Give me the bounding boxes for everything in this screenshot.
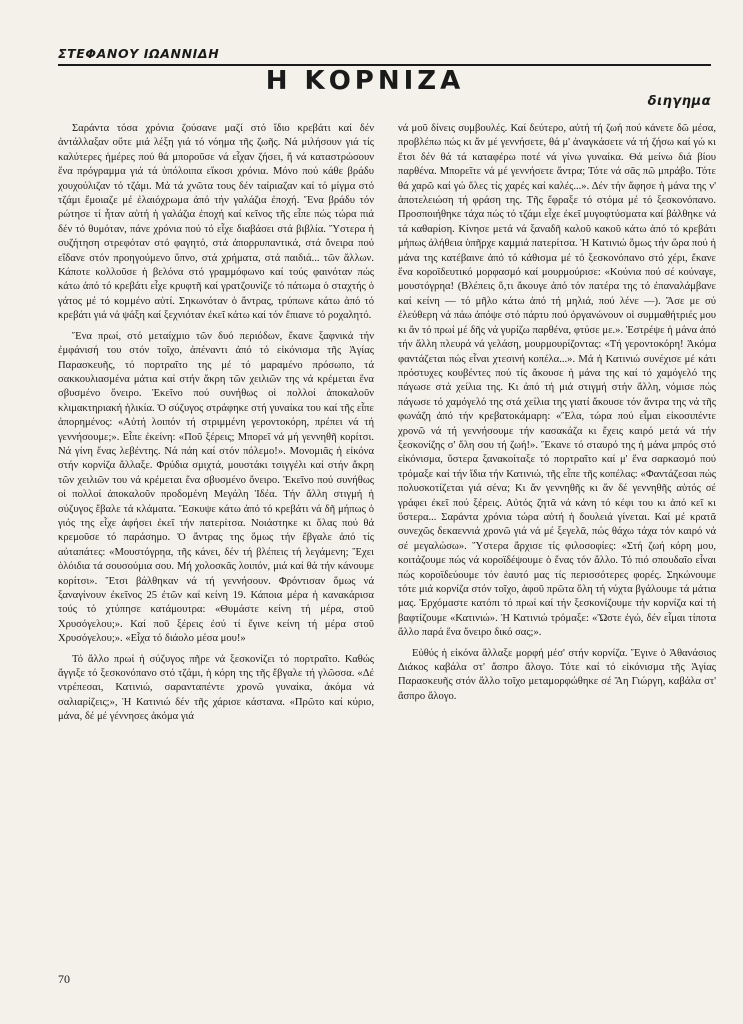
page-number: 70 [58, 972, 70, 986]
right-column [398, 122, 716, 710]
paragraph: Τό ἄλλο πρωί ἡ σύζυγος πῆρε νά ξεσκονίζει τό πορτραῖτο. Καθώς ἄγγιξε τό ξεσκονόπανο στό τζάμι, ἡ κόρη της τῆς ἔβγαλε τή γλῶσσα. «Δέ ντρέπεσαι, Κατινιώ, σαρανταπέντε χρονῶ γυναίκα, ἀκόμα νά σαλιαρίζεις;», Ἡ Κατινιώ δέν τῆς χάρισε κάστανα. «Πρῶτο καί κύριο, μάνα, δέ μέ γέννησες ἀκόμα γιά [58, 653, 374, 723]
genre-label: διηγημα [647, 94, 711, 109]
paragraph: Εὐθύς ἡ εἰκόνα ἄλλαξε μορφή μέσ' στήν κορνίζα. Ἔγινε ὁ Ἀθανάσιος Διάκος καβάλα στ' ἄσπρο ἄλογο. Τότε καί τό εἰκόνισμα τῆς Ἁγίας Παρασκευῆς στόν ἄλλο τοῖχο μεταμορφώθηκε σέ Ἅη Γιώργη, καβάλα στ' ἄσπρο ἄλογο. [398, 647, 716, 702]
author-name: ΣΤΕΦΑΝΟΥ ΙΩΑΝΝΙΔΗ [58, 46, 220, 61]
left-column [58, 122, 374, 731]
story-title: Η ΚΟΡΝΙΖΑ [265, 66, 465, 96]
paragraph: νά μοῦ δίνεις συμβουλές. Καί δεύτερο, αὐτή τή ζωή πού κάνετε δῶ μέσα, προβλέπω πώς κι ἄν μέ γεννήσετε, θά μ' ἀναγκάσετε νά τή ζήσω καί γώ κι ἔτσι δέν θά τά καταφέρω ποτέ νά γίνω γυναίκα. Θά μείνω διά βίου παρθένα. Μπορεῖτε νά μέ γεννήσετε ἄντρα; Τότε νά σᾶς πῶ μπράβο. Τότε θά χαρῶ καί γώ ὅλες τίς χαρές καί καλές...». Δέν τήν ἄφησε ἡ μάνα της ν' ἀποτελειώση τή φράση της. Τῆς ἔφραξε τό στόμα μέ τό ξεσκονόπανο. Προσποιήθηκε τάχα πώς τό τζάμι εἶχε ἐκεῖ μυγοφτύσματα καί βάλθηκε νά τά καθαρίση. Κίνησε μετά νά ξαναδῆ καλοῦ κακοῦ κάτω ἀπό τό κρεβάτι μήπως ἀλήθεια ὑπῆρχε καμμιά πατερίτσα. Ἡ Κατινιώ ὅμως τήν ὥρα πού ἡ μάνα της κατέβαινε ἀπό τό κάθισμα μέ τό ξεσκονόπανο στό χέρι, ἔκανε ἕνα κοροϊδευτικό μορφασμό καί μουρμούρισε: «Κούνια πού σέ κούναγε, μουστόγρηα! (Βλέπεις ὅ,τι ἄκουγε ἀπό τόν πατέρα της τό ἐπαναλάμβανε καί κείνη — τό μῆλο κάτω ἀπό τή μηλιά, πού λένε —). Ἄσε με σύ ἐλεύθερη νά πάω ἀπόψε στό πάρτυ πού ὀργανώνουν οἱ συμμαθήτριές μου κι ἄν τό πρωί μέ δῆς νά γυρίζω παρθένα, φτύσε με.». Ἐστρέψε ἡ μάνα ἀπό τήν ἄλλη πλευρά νά γελάση, μουρμουρίζοντας: «Τή γεροντοκόρη! Ἀκόμα φαντάζεται πώς εἶναι χτεσινή κοπέλα...». Μά ἡ Κατινιώ συνέχισε μέ κάτι πρόστυχες κουβέντες πού τίς ἄκουσε ἡ μάνα της καί τό χαμόγελό της πάγωσε στά χείλια της. Κι ἀπό τή μιά στιγμή στήν ἄλλη, νόμισε πώς πάγωσε τό χαμόγελό της στά χείλια της γιατί ἄκουσε τόν ἄντρα της νά τῆς φωνάζη ἀπό τήν κρεβατοκάμαρη: «Ἔλα, τώρα πού εἶμαι εἰκοσιπέντε χρονῶ νά τή γεννήσουμε τήν κασακάζα κι ἔχεις καιρό μετά νά τήν ξεσκονίζης σ' ὅλη σου τή ζωή!». Ἔκανε τό σταυρό της ἡ μάνα μπρός στό εἰκόνισμα, ὕστερα ξανακοίταξε τό πορτραῖτο καί μ' ἕνα σαρκασμό πού τρόμαξε καί τήν ἴδια τήν Κατινιώ, τῆς εἶπε τῆς κοπέλας: «Φαντάζεσαι πώς πολυσκοτίζεται γιά σένα; Κι ἄν γεννηθῆς κι ἄν δέ γεννηθῆς αὐτός σέ γράφει ἐκεῖ πού ξέρεις. Αὐτός ζητᾶ νά κάνη τό κέφι του κι ἀπό κεῖ κι ὕστερα... Σαράντα χρόνια τώρα αὐτή ἡ δουλειά γίνεται. Καί μέ κρατᾶ συνεχῶς δεκαεννιά χρονῶ γιά νά μέ ξεγελᾶ, πώς θάχω τάχα τόν καιρό νά σέ μεγαλώσω». Ὕστερα ἄρχισε τίς φιλοσοφίες: «Στή ζωή κόρη μου, κοιτάζουμε πώς νά κοροϊδέψουμε ὁ ἕνας τόν ἄλλο. Τό πιό σπουδαῖο εἶναι πώς κοροϊδεύουμε τόν ἑαυτό μας τίς περισσότερες φορές. Σηκώνουμε τότε μιά κορνίζα στόν τοῖχο, ἀφοῦ πρῶτα ὅλη τή νύχτα βγάλουμε τά μάτια μας. Ἐρχόμαστε κατόπι τό πρωί καί τήν ξεσκονίζουμε τήν κορνίζα καί τή βαφτίζουμε «Κατινιώ». Ἡ Κατινιώ τρόμαξε: «Ὥστε ἐγώ, δέν εἶμαι τίποτα ἄλλο παρά ἕνα ὄνειρο δικό σας;». [398, 123, 716, 639]
paragraph: Ἕνα πρωί, στό μεταίχμιο τῶν δυό περιόδων, ἔκανε ξαφνικά τήν ἐμφάνισή του στόν τοῖχο, ἀπέναντι ἀπό τό εἰκόνισμα τῆς Ἁγίας Παρασκευῆς, τό πορτραῖτο της μέ τό μαραμένο πρόσωπο, τά σακκουλιασμένα μάτια καί στήν ἄκρη τῶν χειλιῶν της νά κρέμεται ἕνα σβυσμένο ὄνειρο. Ἐκεῖνο πού συνήθως οἱ πολλοί ἀποκαλοῦν κλιμακτηριακή ἡλικία. Ὁ σύζυγος στράφηκε στή γυναίκα του καί τῆς εἶπε ἀπορημένος: «Αὐτή λοιπόν τή στριμμένη γεροντοκόρη, πρέπει νά τή γεννήσουμε;». Εἶπε ἐκείνη: «Ποῦ ξέρεις; Μπορεῖ νά μή γεννηθῆ κορίτσι. Νά γίνη ἕνας λεβέντης. Νά πάη καί στόν πόλεμο!». Μονομιᾶς ἡ εἰκόνα στήν κορνίζα ἄλλαξε. Φρύδια σμιχτά, μουστάκι τσιγγέλι καί στήν ἄκρη τῶν χειλιῶν του νά κρέμεται ἕνα σβυσμένο ὄνειρο. Ἐκεῖνο πού συνήθως οἱ πολλοί ἀποκαλοῦν προδομένη Μεγάλη Ἰδέα. Τήν ἄλλη στιγμή ἡ σύζυγος ἔβαλε τά κλάματα. Ἔσκυψε κάτω ἀπό τό κρεβάτι νά δῆ μήπως ὁ γιός της εἶχε ἀφήσει ἐκεῖ τήν πατερίτσα. Νοιάστηκε κι ὅλας πού θά κρεμοῦσε τό παράσημο. Ὁ ἄντρας της ὅμως τήν ἔβγαλε ἀπό τίς αὐταπάτες: «Μουστόγρηα, τῆς κάνει, δέν τή βλέπεις τή λεγάμενη; Ἔχει ὁλόιδια τά σουσούμια σου. Μή χολοσκᾶς λοιπόν, μιά καί θά τήν κάνουμε κορίτσι». Ἔτσι βάλθηκαν νά τή γεννήσουν. Φρόντισαν ὅμως νά ξαναγίνουν ἐκεῖνος 25 ἐτῶν καί κείνη 19. Κάποια μέρα ἡ κανακάρισα τούς τό χτύπησε κατάμουτρα: «Θυμάστε κείνη τή μέρα, στοῦ Χρυσόγελου;». Καί ποῦ ξέρεις ἐσύ τί ἔγινε κείνη τή μέρα στοῦ Χρυσόγελου;». «Εἶχα τό διάολο μέσα μου!» [58, 330, 374, 645]
paragraph: Σαράντα τόσα χρόνια ζούσανε μαζί στό ἴδιο κρεβάτι καί δέν ἀντάλλαξαν οὔτε μιά λέξη γιά τό νόημα τῆς ζωῆς. Νά μιλήσουν γιά τίς καλύτερες ἡμέρες πού θά μποροῦσε νά εἶχαν ζήσει, ἤ νά καταστρώσουν ἕνα πρόγραμμα γιά τά ὑπόλοιπα εἴκοσι χρόνια. Μόνο πού κάθε βράδυ χουχούλιζαν τό τζάμι. Μά τά χνῶτα τους δέν ταίριαζαν καί τό μίγμα στό τζάμι ἔμοιαζε μέ ἐλαιόχρωμα ἀπό τήν γαλάζια ἐποχή. Ἕνα βράδυ τόν ρώτησε τί ἦταν αὐτή ἡ γαλάζια ἐποχή καί κεῖνος τῆς εἶπε πώς τώρα πιά δέν τό θυμόταν, πάνε χρόνια πού τό εἶχε διαβάσει στά βιβλία. Ὕστερα ἡ συζήτηση στρεφόταν στό φαγητό, στά ἀπορρυπαντικά, στά ὄνειρα πού εἴδανε στόν προηγούμενο ὕπνο, στά χρήματα, στά παιδιά... τῶν ἄλλων. Κάποτε κολλοῦσε ἡ βελόνα στό γραμμόφωνο καί τούς φαινόταν πώς κάτω ἀπό τό κρεβάτι εἶχε κρυφτῆ καί γρατζουνίζε τό πάτωμα ὁ σταχτής ὁ γάτος μέ τό κομμένο αὐτί. Σηκωνόταν ὁ ἄντρας, τρύπωνε κάτω ἀπό τό κρεβάτι γιά νά ψάξη καί ξεχνιόταν ἐκεῖ κάτω καί τόν ἔπιανε τό ροχαλητό. [58, 123, 374, 322]
